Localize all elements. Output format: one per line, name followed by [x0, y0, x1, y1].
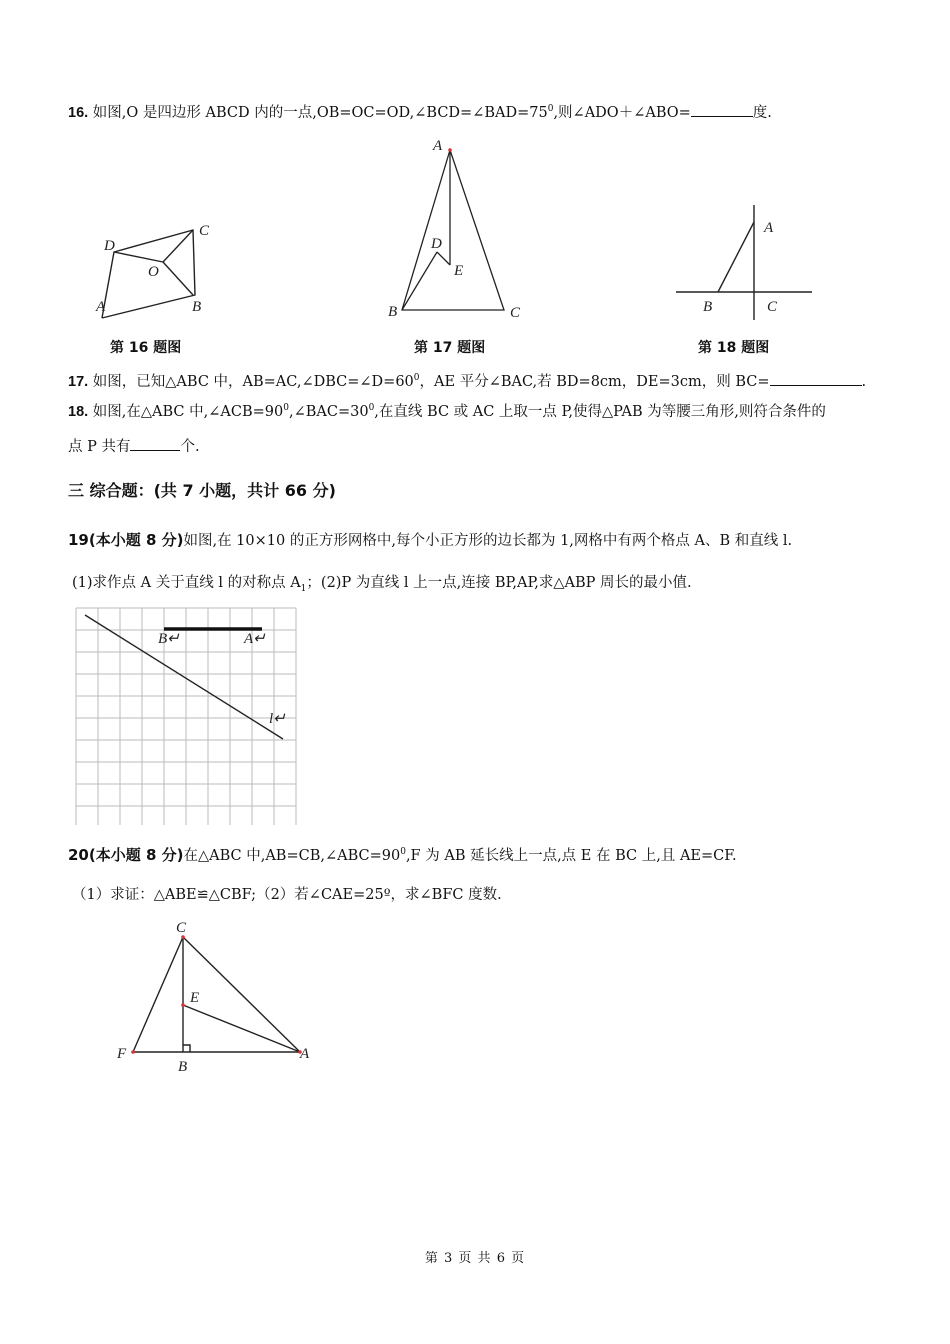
label-l: l↵	[269, 711, 286, 727]
question-number: 16.	[68, 104, 89, 121]
figure-17	[383, 135, 523, 325]
label-A: A	[433, 138, 443, 154]
section-heading: 三 综合题：(共 7 小题，共计 66 分)	[68, 481, 336, 500]
label-C: C	[176, 920, 187, 936]
question-text: ,则∠ADO＋∠ABO=	[553, 104, 691, 121]
question-18	[68, 398, 826, 422]
question-text: 在△ABC 中,AB=CB,∠ABC=90	[183, 847, 401, 864]
question-head: 20(本小题 8 分)	[68, 845, 184, 864]
label-A: A	[300, 1046, 310, 1062]
caption-18: 第 18 题图	[698, 340, 770, 356]
superscript: 0	[283, 403, 289, 413]
page-footer: 第 3 页 共 6 页	[424, 1251, 526, 1266]
label-B: B	[178, 1059, 188, 1075]
label-A: A	[764, 220, 774, 236]
label-E: E	[190, 990, 200, 1006]
question-18-cont	[68, 436, 200, 457]
question-text: 如图,在△ABC 中,∠ACB=90	[92, 403, 284, 420]
caption-17: 第 17 题图	[414, 340, 486, 356]
label-E: E	[454, 263, 464, 279]
superscript: 0	[368, 403, 375, 413]
superscript: 0	[547, 104, 554, 114]
label-F: F	[117, 1046, 127, 1062]
label-O: O	[148, 264, 159, 280]
label-B: B↵	[158, 631, 180, 647]
question-text: 个.	[180, 439, 200, 455]
question-text: 如图,在 10×10 的正方形网格中,每个小正方形的边长都为 1,网格中有两个格点 A、B 和直线 l.	[183, 533, 793, 549]
superscript: 0	[413, 373, 420, 383]
figure-16	[90, 215, 240, 325]
label-A: A↵	[244, 631, 266, 647]
question-text: ，AE 平分∠BAC,若 BD=8cm，DE=3cm，则 BC=	[419, 373, 770, 390]
label-D: D	[431, 236, 442, 252]
answer-blank	[770, 371, 862, 386]
answer-blank	[130, 436, 180, 451]
question-text: ,∠BAC=30	[288, 403, 369, 420]
label-D: D	[104, 238, 115, 254]
question-text: ；(2)P 为直线 l 上一点,连接 BP,AP,求△ABP 周长的最小值.	[306, 575, 692, 591]
question-19-sub	[72, 573, 692, 599]
subscript: 1	[300, 583, 307, 594]
label-A: A	[96, 299, 106, 315]
question-text: ,在直线 BC 或 AC 上取一点 P,使得△PAB 为等腰三角形,则符合条件的	[374, 403, 826, 420]
question-17	[68, 368, 866, 392]
figure-19-grid	[73, 605, 308, 825]
question-text: 度.	[752, 104, 772, 121]
label-B: B	[192, 299, 202, 315]
question-number: 18.	[68, 403, 89, 420]
superscript: 0	[400, 847, 406, 857]
figure-18	[670, 200, 830, 325]
label-B: B	[388, 304, 398, 320]
question-number: 17.	[68, 373, 89, 390]
question-head: 19(本小题 8 分)	[68, 531, 184, 549]
question-text: 如图,O 是四边形 ABCD 内的一点,OB=OC=OD,∠BCD=∠BAD=75	[92, 104, 548, 121]
label-C: C	[510, 305, 521, 321]
question-16	[68, 99, 772, 123]
question-text: 点 P 共有	[68, 439, 131, 455]
question-text: .	[861, 373, 867, 390]
label-B: B	[703, 299, 713, 315]
caption-16: 第 16 题图	[110, 340, 182, 356]
question-20-sub	[72, 885, 502, 905]
answer-blank	[691, 102, 753, 117]
label-C: C	[199, 223, 210, 239]
question-text: （1）求证：△ABE≌△CBF;（2）若∠CAE=25º，求∠BFC 度数.	[72, 887, 502, 903]
question-19	[68, 530, 792, 551]
question-text: (1)求作点 A 关于直线 l 的对称点 A	[72, 575, 301, 591]
question-text: 如图，已知△ABC 中，AB=AC,∠DBC=∠D=60	[92, 373, 414, 390]
label-C: C	[767, 299, 778, 315]
question-20	[68, 842, 737, 866]
question-text: ,F 为 AB 延长线上一点,点 E 在 BC 上,且 AE=CF.	[405, 847, 737, 864]
figure-20	[110, 915, 330, 1075]
